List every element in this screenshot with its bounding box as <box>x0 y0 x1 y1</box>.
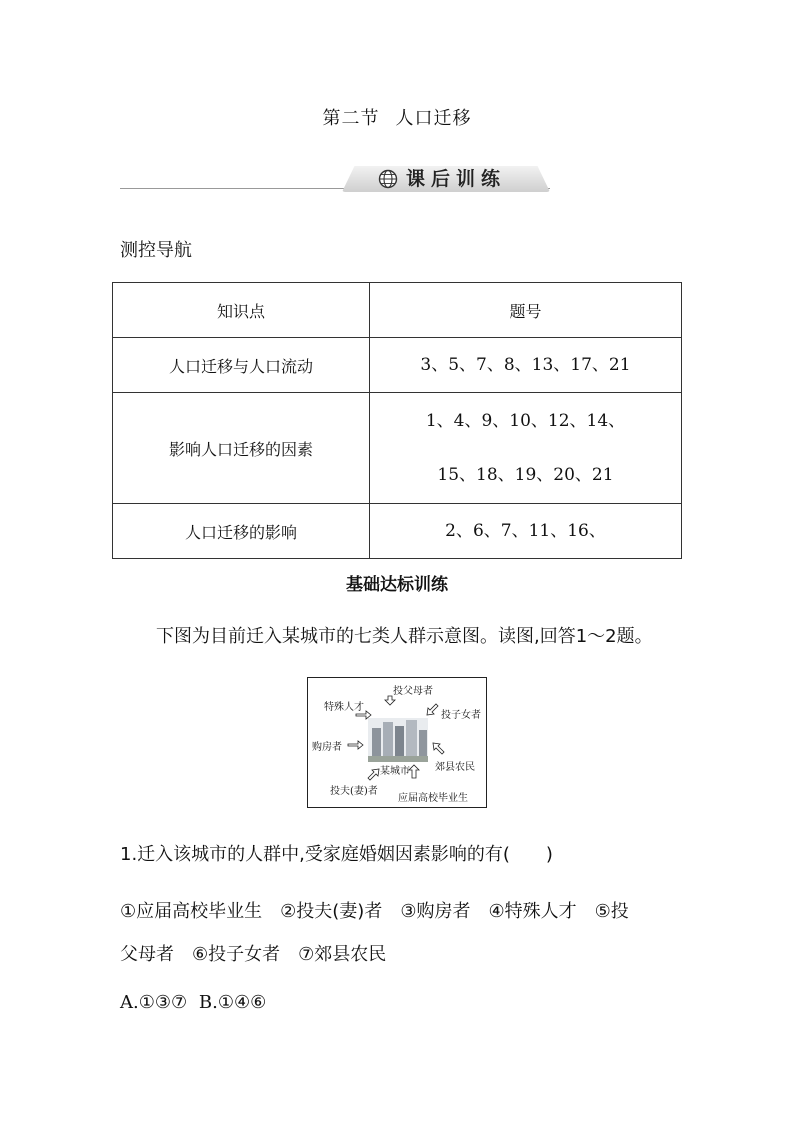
table-header-numbers: 题号 <box>370 283 682 338</box>
group-children: 投子女者 <box>441 710 481 721</box>
question-stem: 1.迁入该城市的人群中,受家庭婚姻因素影响的有( ) <box>120 844 553 865</box>
table-cell-topic: 人口迁移的影响 <box>113 504 370 559</box>
globe-icon <box>378 169 398 189</box>
group-parents: 投父母者 <box>393 686 433 697</box>
group-spouse: 投夫(妻)者 <box>330 786 378 797</box>
choice-a[interactable]: A.①③⑦ <box>120 992 188 1013</box>
migration-figure <box>307 677 487 808</box>
group-farmers: 郊县农民 <box>435 762 475 773</box>
section-title: 人口迁移 <box>395 108 472 129</box>
knowledge-table <box>112 282 682 559</box>
table-header-topic: 知识点 <box>113 283 370 338</box>
table-cell-numbers: 1、4、9、10、12、14、 15、18、19、20、21 <box>370 393 682 504</box>
question-intro: 下图为目前迁入某城市的七类人群示意图。读图,回答1～2题。 <box>156 626 653 647</box>
table-header-row <box>113 283 682 338</box>
table-cell-numbers: 3、5、7、8、13、17、21 <box>370 338 682 393</box>
table-row <box>113 338 682 393</box>
choice-b[interactable]: B.①④⑥ <box>198 992 267 1013</box>
exercise-banner <box>120 166 550 194</box>
options-line: ①应届高校毕业生 ②投夫(妻)者 ③购房者 ④特殊人才 ⑤投 <box>120 901 629 922</box>
page-title <box>0 104 794 130</box>
nav-title: 测控导航 <box>120 240 192 261</box>
table-row <box>113 393 682 504</box>
banner-label: 课后训练 <box>406 168 507 190</box>
table-cell-topic: 影响人口迁移的因素 <box>113 393 370 504</box>
group-buyers: 购房者 <box>312 742 342 753</box>
section-heading: 基础达标训练 <box>346 575 448 595</box>
answer-choices <box>120 992 272 1013</box>
section-number: 第二节 <box>322 108 380 129</box>
city-label: 某城市 <box>380 766 410 777</box>
options-line: 父母者 ⑥投子女者 ⑦郊县农民 <box>120 944 387 965</box>
group-graduates: 应届高校毕业生 <box>398 793 468 804</box>
table-row <box>113 504 682 559</box>
table-cell-topic: 人口迁移与人口流动 <box>113 338 370 393</box>
table-cell-numbers: 2、6、7、11、16、 <box>370 504 682 559</box>
group-talent: 特殊人才 <box>324 702 364 713</box>
question-options <box>120 890 700 976</box>
